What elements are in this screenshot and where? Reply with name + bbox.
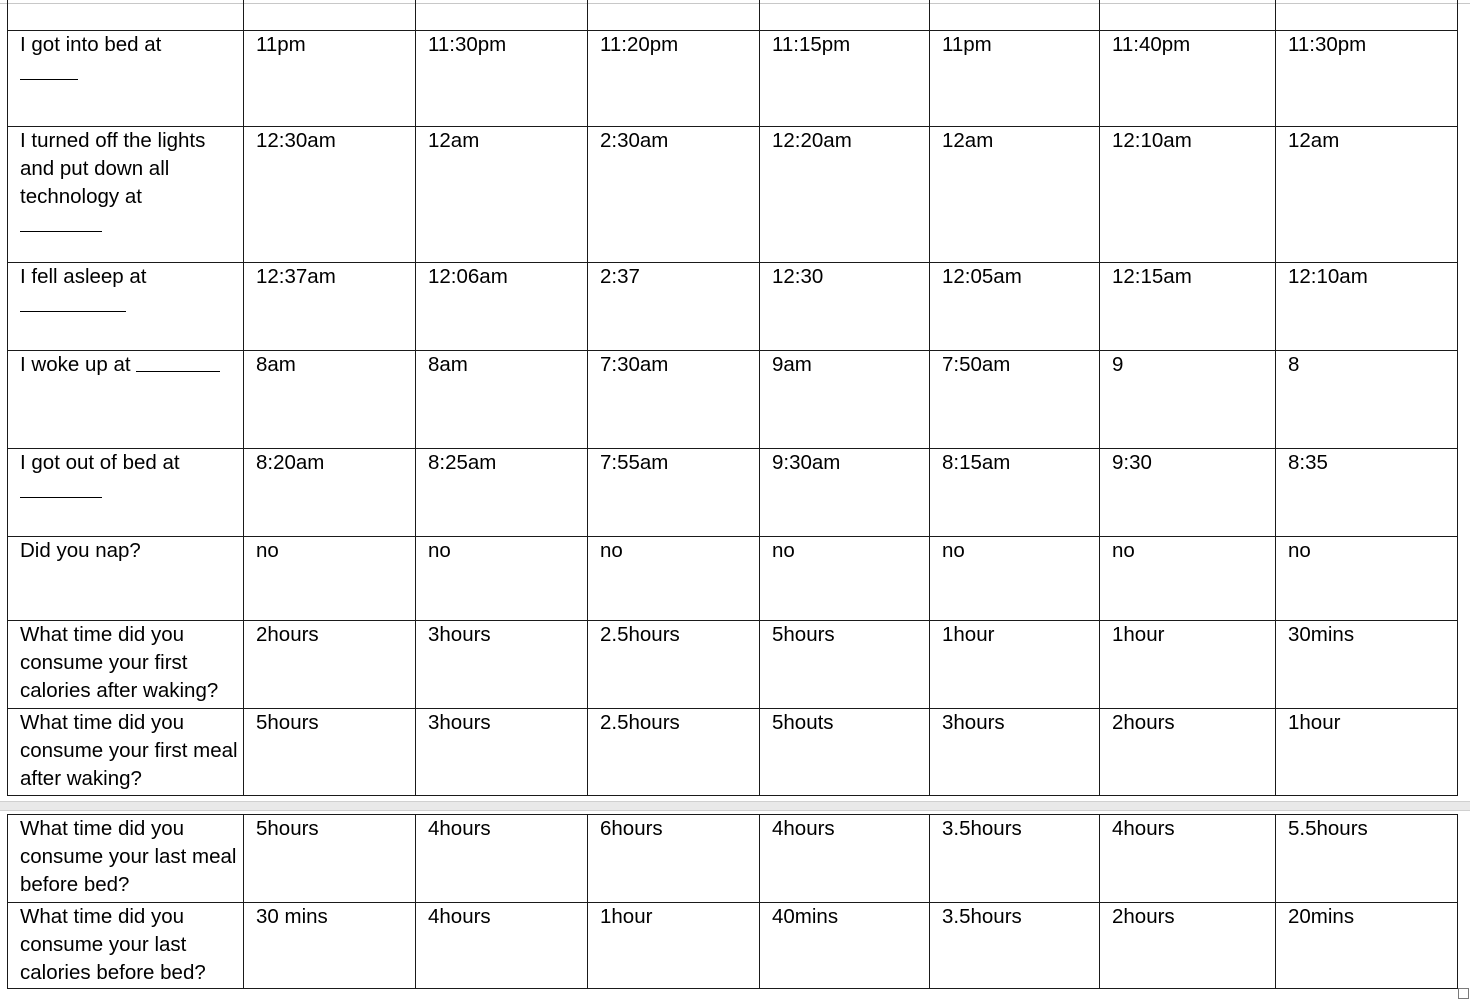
table-cell-with-cursor[interactable] xyxy=(930,708,1100,795)
table-cell[interactable]: 3hours xyxy=(416,708,588,795)
header-day[interactable] xyxy=(416,0,588,30)
table-cell[interactable]: 1hour xyxy=(588,903,760,989)
fill-in-blank xyxy=(20,293,126,312)
table-cell[interactable]: 11pm xyxy=(930,30,1100,126)
row-label: I turned off the lights and put down all technology at xyxy=(20,128,206,208)
row-label: I got into bed at xyxy=(20,32,162,56)
row-label-cell[interactable] xyxy=(8,350,244,448)
row-label-cell[interactable] xyxy=(8,536,244,620)
fill-in-blank xyxy=(20,479,102,498)
table-row xyxy=(8,30,1458,126)
table-cell[interactable]: 12:37am xyxy=(244,262,416,350)
header-day[interactable] xyxy=(588,0,760,30)
table-cell[interactable]: 11:15pm xyxy=(760,30,930,126)
row-label-cell[interactable] xyxy=(8,448,244,536)
header-day[interactable] xyxy=(1276,0,1458,30)
row-label-cell[interactable] xyxy=(8,126,244,262)
table-cell[interactable]: 2hours xyxy=(1100,708,1276,795)
table-row xyxy=(8,126,1458,262)
table-cell[interactable]: no xyxy=(930,536,1100,620)
table-cell[interactable]: 8 xyxy=(1276,350,1458,448)
table-cell[interactable]: 9:30 xyxy=(1100,448,1276,536)
table-cell[interactable]: 3.5hours xyxy=(930,903,1100,989)
table-row xyxy=(8,448,1458,536)
table-cell[interactable]: 12am xyxy=(416,126,588,262)
table-cell[interactable]: 12:15am xyxy=(1100,262,1276,350)
header-corner-cell[interactable] xyxy=(8,0,244,30)
fill-in-blank xyxy=(20,61,78,80)
table-row xyxy=(8,708,1458,795)
table-cell[interactable]: 30mins xyxy=(1276,620,1458,708)
table-cell[interactable]: no xyxy=(416,536,588,620)
table-cell[interactable]: 12:10am xyxy=(1100,126,1276,262)
table-cell[interactable]: 20mins xyxy=(1276,903,1458,989)
table-cell[interactable]: 8:15am xyxy=(930,448,1100,536)
table-cell[interactable]: 9:30am xyxy=(760,448,930,536)
table-cell[interactable]: no xyxy=(244,536,416,620)
table-cell[interactable]: 12:30am xyxy=(244,126,416,262)
table-row xyxy=(8,536,1458,620)
table-row xyxy=(8,262,1458,350)
table-cell[interactable]: 7:55am xyxy=(588,448,760,536)
row-label-cell[interactable]: What time did you consume your first meal after waking? xyxy=(8,708,244,795)
table-cell[interactable]: no xyxy=(1100,536,1276,620)
table-cell[interactable]: 30 mins xyxy=(244,903,416,989)
row-label-cell[interactable]: What time did you consume your first calories after waking? xyxy=(8,620,244,708)
fill-in-blank xyxy=(20,213,102,232)
table-cell[interactable]: 5hours xyxy=(760,620,930,708)
table-row xyxy=(8,903,1458,989)
table-cell[interactable]: 7:50am xyxy=(930,350,1100,448)
table-cell[interactable]: 4hours xyxy=(760,815,930,903)
row-label: Did you nap? xyxy=(20,538,141,562)
cell-text: 3hours xyxy=(942,710,1005,734)
table-cell[interactable]: 12am xyxy=(930,126,1100,262)
table-cell[interactable]: 12:20am xyxy=(760,126,930,262)
row-label-cell[interactable]: What time did you consume your last meal before bed? xyxy=(8,815,244,903)
table-row xyxy=(8,815,1458,903)
table-cell[interactable]: 11:40pm xyxy=(1100,30,1276,126)
table-cell[interactable]: no xyxy=(588,536,760,620)
table-cell[interactable]: 2.5hours xyxy=(588,708,760,795)
table-cell[interactable]: 4hours xyxy=(1100,815,1276,903)
table-row xyxy=(8,620,1458,708)
table-cell[interactable]: 3.5hours xyxy=(930,815,1100,903)
table-cell[interactable]: 11:30pm xyxy=(416,30,588,126)
table-cell[interactable]: 1hour xyxy=(1276,708,1458,795)
table-cell[interactable]: 2:37 xyxy=(588,262,760,350)
table-cell[interactable]: 7:30am xyxy=(588,350,760,448)
table-cell[interactable]: 5hours xyxy=(244,708,416,795)
header-day[interactable] xyxy=(760,0,930,30)
header-row xyxy=(8,0,1458,30)
table-cell[interactable]: 2.5hours xyxy=(588,620,760,708)
table-cell[interactable]: 5hours xyxy=(244,815,416,903)
sleep-log-table xyxy=(7,0,1458,796)
row-label-cell[interactable] xyxy=(8,262,244,350)
table-cell[interactable]: 8:20am xyxy=(244,448,416,536)
fill-in-blank xyxy=(136,351,220,372)
table-row xyxy=(8,350,1458,448)
table-cell[interactable]: 40mins xyxy=(760,903,930,989)
table-cell[interactable]: 9 xyxy=(1100,350,1276,448)
table-cell[interactable]: 12:10am xyxy=(1276,262,1458,350)
table-cell[interactable]: 6hours xyxy=(588,815,760,903)
table-cell[interactable]: 1hour xyxy=(1100,620,1276,708)
table-cell[interactable]: 12:06am xyxy=(416,262,588,350)
row-label-cell[interactable]: What time did you consume your last calories before bed? xyxy=(8,903,244,989)
page-break xyxy=(0,801,1470,811)
table-cell[interactable]: 1hour xyxy=(930,620,1100,708)
table-cell[interactable]: no xyxy=(760,536,930,620)
row-label: I got out of bed at xyxy=(20,450,180,474)
sleep-log-table-continued xyxy=(7,814,1458,989)
table-cell[interactable]: 9am xyxy=(760,350,930,448)
table-cell[interactable]: 2hours xyxy=(244,620,416,708)
table-cell[interactable]: 12am xyxy=(1276,126,1458,262)
row-label-cell[interactable] xyxy=(8,30,244,126)
row-label: I fell asleep at xyxy=(20,264,147,288)
table-cell[interactable]: 12:05am xyxy=(930,262,1100,350)
row-label: I woke up at xyxy=(20,352,131,376)
table-cell[interactable]: 3hours xyxy=(416,620,588,708)
table-cell[interactable]: 5.5hours xyxy=(1276,815,1458,903)
header-day[interactable] xyxy=(1100,0,1276,30)
table-cell[interactable]: 2:30am xyxy=(588,126,760,262)
table-cell[interactable]: 8am xyxy=(244,350,416,448)
table-cell[interactable]: 8:25am xyxy=(416,448,588,536)
table-cell[interactable]: 8am xyxy=(416,350,588,448)
table-cell[interactable]: 2hours xyxy=(1100,903,1276,989)
table-cell[interactable]: 8:35 xyxy=(1276,448,1458,536)
table-resize-handle[interactable] xyxy=(1458,988,1469,999)
table-cell[interactable]: 4hours xyxy=(416,903,588,989)
table-cell[interactable]: 11:30pm xyxy=(1276,30,1458,126)
table-cell[interactable]: 4hours xyxy=(416,815,588,903)
table-cell[interactable]: 12:30 xyxy=(760,262,930,350)
table-cell[interactable]: no xyxy=(1276,536,1458,620)
header-day[interactable] xyxy=(930,0,1100,30)
table-cell[interactable]: 11:20pm xyxy=(588,30,760,126)
header-day[interactable] xyxy=(244,0,416,30)
table-cell[interactable]: 5houts xyxy=(760,708,930,795)
table-cell[interactable]: 11pm xyxy=(244,30,416,126)
